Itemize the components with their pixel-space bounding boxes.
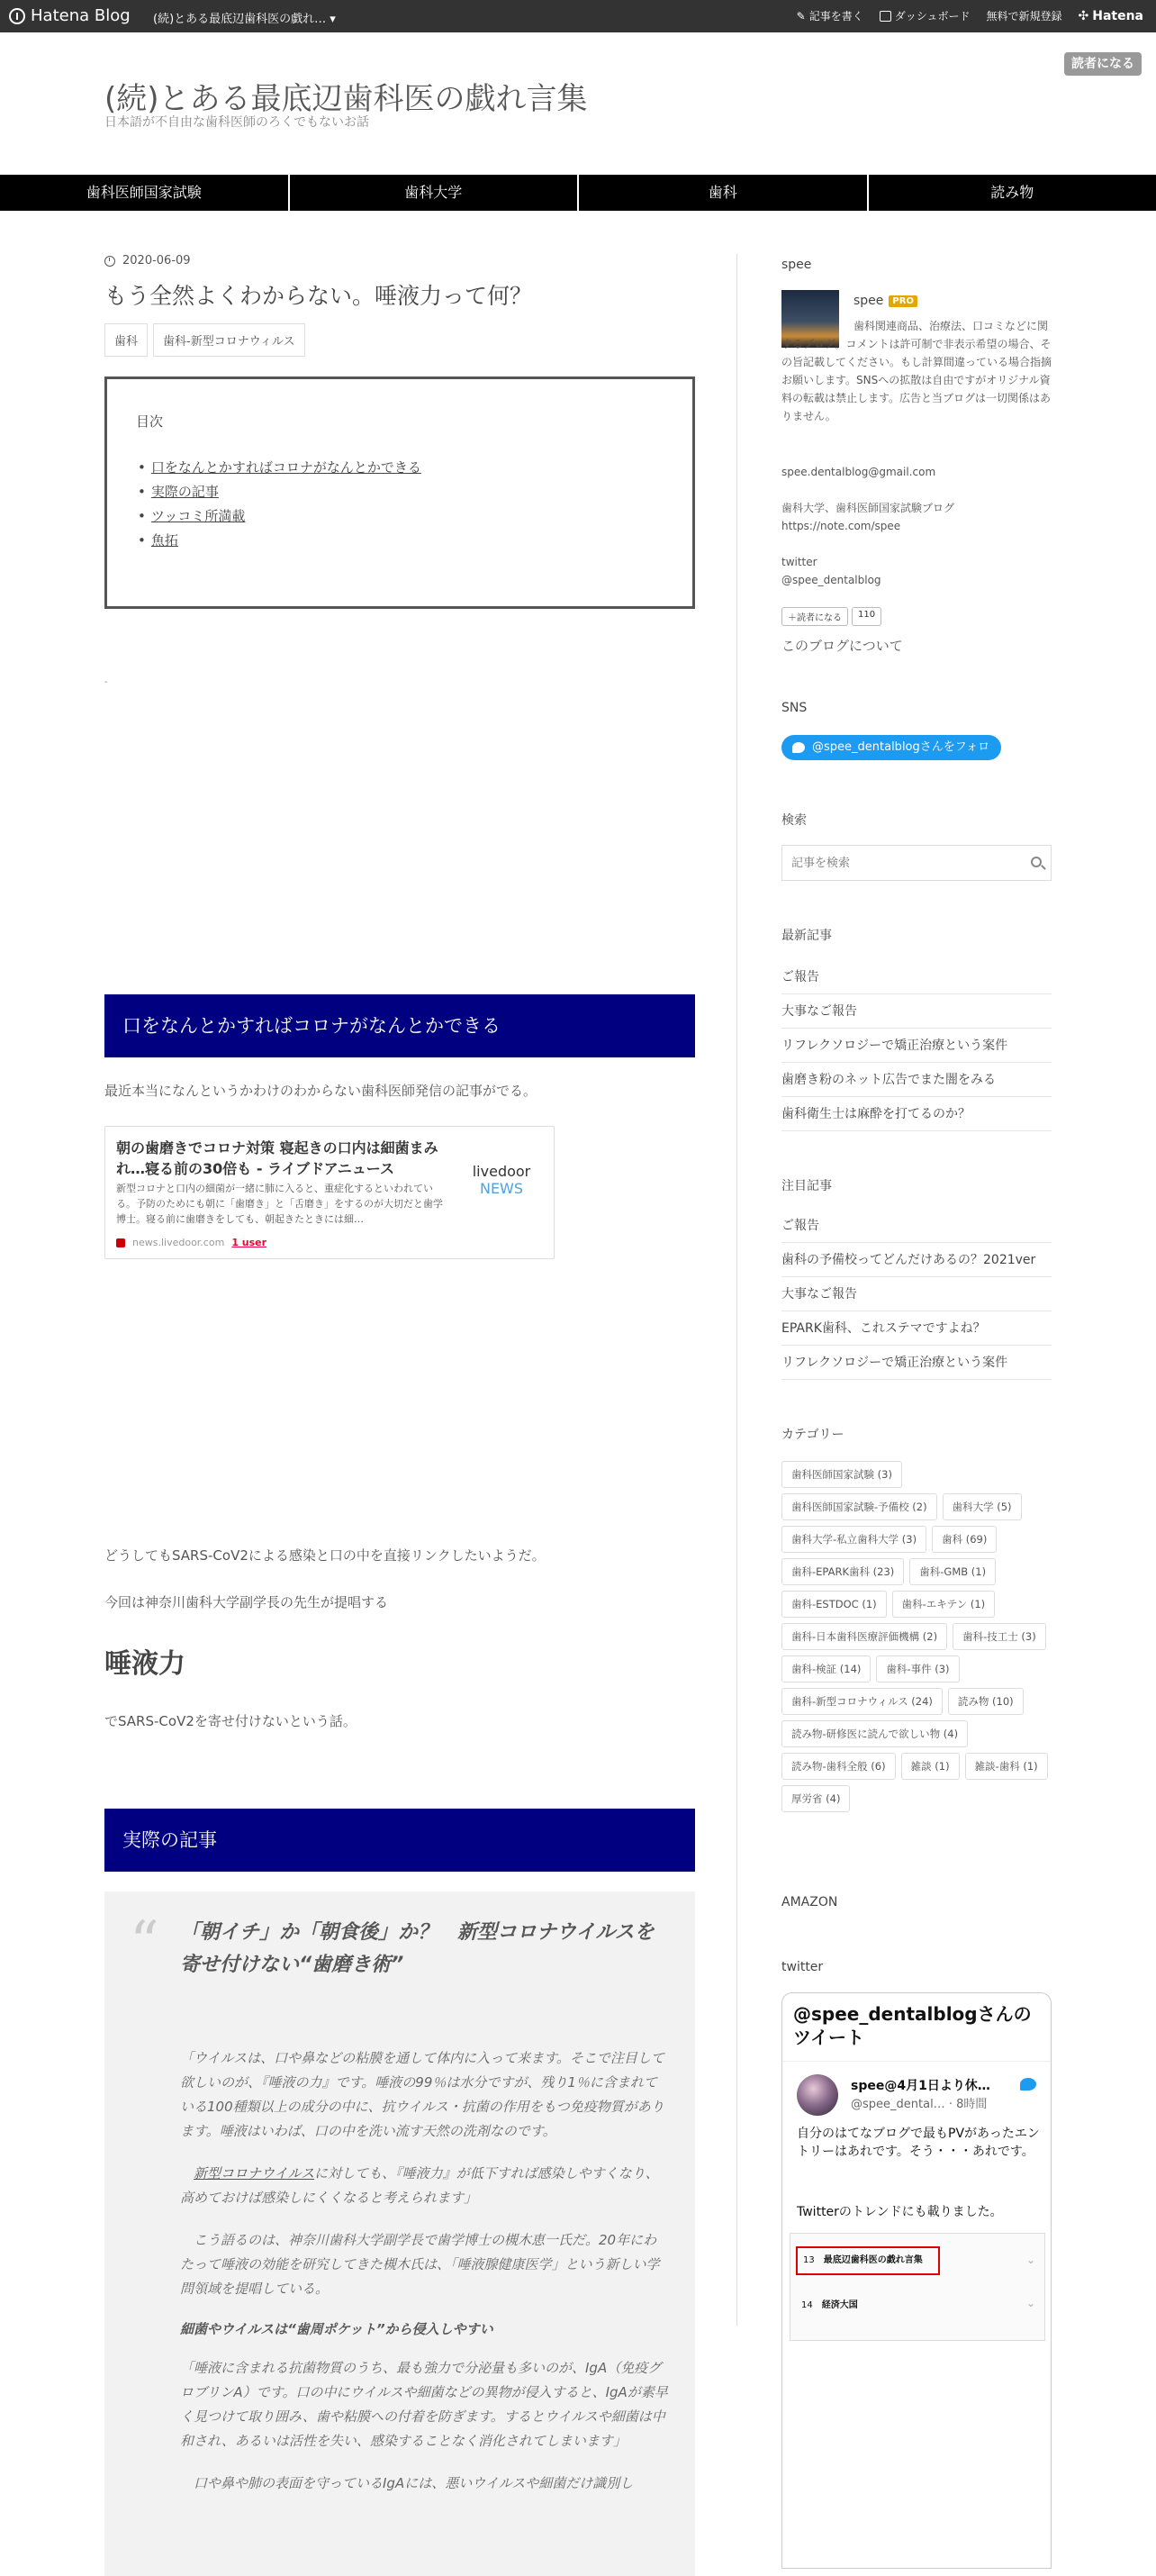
category-link[interactable]: 歯科-事件 (3) — [876, 1655, 959, 1683]
table-of-contents — [104, 376, 695, 609]
dashboard-link[interactable] — [880, 8, 971, 23]
featured-entries-list — [781, 1209, 1052, 1380]
nav-item-national-exam[interactable]: 歯科医師国家試験 — [0, 175, 288, 211]
tweet-avatar[interactable] — [797, 2074, 838, 2116]
trend-label: 最底辺歯科医の戯れ言集 — [824, 2255, 923, 2265]
paragraph: どうしてもSARS-CoV2による感染と口の中を直接リンクしたいようだ。 — [104, 1546, 546, 1565]
profile-name-text[interactable]: spee — [853, 294, 883, 308]
trend-label: 経済大国 — [822, 2300, 858, 2310]
signup-link[interactable] — [986, 8, 1061, 23]
category-link[interactable]: 歯科医師国家試験-予備校 (2) — [781, 1493, 937, 1520]
dashboard-icon — [880, 11, 891, 22]
category-link[interactable]: 歯科大学 (5) — [943, 1493, 1022, 1520]
livedoor-news-logo — [461, 1163, 542, 1197]
category-tag[interactable]: 歯科-新型コロナウィルス — [153, 323, 305, 357]
subscribe-small-button[interactable] — [781, 607, 848, 626]
hatena-bookmark-icon — [116, 1238, 125, 1247]
paragraph: 最近本当になんというかわけのわからない歯科医師発信の記事がでる。 — [104, 1081, 537, 1100]
caret-down-icon: ▾ — [330, 13, 336, 26]
subscriber-count[interactable]: 110 — [852, 607, 881, 626]
category-link[interactable]: 読み物-研修医に読んで欲しい物 (4) — [781, 1720, 968, 1747]
profile-description: 歯科関連商品、治療法、口コミなどに関するブログ。コメントは許可制で非表示希望の場合、その旨記載してください。もし計算間違っている場合指摘お願いします。SNSへの拡散は自由ですがオリジナル資料の転載は禁止します。広告と当ブログは一切関係はありません。 — [781, 317, 1052, 425]
category-list — [781, 1461, 1052, 1812]
category-link[interactable]: 歯科 (69) — [932, 1526, 997, 1553]
toc-item[interactable] — [138, 529, 664, 553]
dashboard-label: ダッシュボード — [895, 8, 971, 23]
blog-switcher[interactable] — [153, 9, 336, 26]
hatena-brand-link[interactable] — [1079, 9, 1144, 23]
tweet-user-name[interactable]: spee@4月1日より休… — [851, 2076, 990, 2094]
nav-item-reading[interactable]: 読み物 — [869, 175, 1156, 211]
link-card[interactable] — [104, 1126, 555, 1259]
featured-entry-link[interactable]: ご報告 — [781, 1209, 1052, 1243]
link-card-domain: news.livedoor.com — [132, 1237, 224, 1248]
subscribe-small-label: 読者になる — [797, 613, 842, 623]
section-heading: 実際の記事 — [104, 1809, 695, 1872]
timeline-header[interactable]: @spee_dentalblogさんのツイート — [782, 1993, 1051, 2062]
link-card-description: 新型コロナと口内の細菌が一緒に肺に入ると、重症化するといわれている。予防のためにも朝に「歯磨き」と「舌磨き」をするのが大切だと歯学博士。寝る前に歯磨きをしても、朝起きたときには細… — [116, 1181, 449, 1228]
category-link[interactable]: 歯科-GMB (1) — [909, 1558, 996, 1585]
section-heading: 口をなんとかすればコロナがなんとかできる — [104, 994, 695, 1057]
logo-line-2: NEWS — [461, 1180, 542, 1197]
write-entry-label: 記事を書く — [809, 8, 863, 23]
quote-paragraph: こう語るのは、神奈川歯科大学副学長で歯学博士の槻木恵一氏だ。20年にわたって唾液の効能を研究してきた槻木氏は、「唾液腺健康医学」という新しい学問領域を提唱している。 — [180, 2228, 670, 2301]
blog-title[interactable]: (続)とある最底辺歯科医の戯れ言集 — [104, 74, 588, 118]
toc-link[interactable]: ツッコミ所満載 — [151, 508, 246, 524]
toc-title: 目次 — [136, 412, 664, 431]
category-link[interactable]: 読み物-歯科全般 (6) — [781, 1753, 896, 1780]
search-input[interactable] — [782, 846, 1007, 880]
pencil-icon: ✎ — [797, 10, 806, 23]
profile-module-title: spee — [781, 258, 811, 272]
recent-entry-link[interactable]: 大事なご報告 — [781, 994, 1052, 1029]
tweet-image[interactable] — [790, 2233, 1045, 2341]
hatena-logo-icon — [9, 8, 25, 24]
paragraph: 今回は神奈川歯科大学副学長の先生が提唱する — [104, 1592, 388, 1611]
trend-rank: 13 — [803, 2255, 815, 2265]
featured-module-title: 注目記事 — [781, 1176, 832, 1194]
trend-row-highlighted — [796, 2246, 940, 2275]
chevron-down-icon: ⌄ — [1026, 2297, 1035, 2309]
category-link[interactable]: 読み物 (10) — [948, 1688, 1024, 1715]
quote-paragraph: 口や鼻や肺の表面を守っているIgAには、悪いウイルスや細菌だけ識別し — [180, 2472, 670, 2496]
global-nav — [0, 175, 1156, 211]
entry-title[interactable]: もう全然よくわからない。唾液力って何？ — [104, 278, 695, 311]
recent-entry-link[interactable]: 歯科衛生士は麻酔を打てるのか？ — [781, 1097, 1052, 1131]
about-blog-link[interactable]: このブログについて — [781, 636, 903, 655]
tweet-handle[interactable]: @spee_dental… · 8時間 — [851, 2094, 987, 2111]
blog-description: 日本語が不自由な歯科医師のろくでもないお話 — [104, 113, 369, 131]
amazon-module-title: AMAZON — [781, 1895, 837, 1909]
quote-mark-icon: “ — [130, 1909, 159, 1976]
trend-row — [801, 2297, 858, 2310]
category-module-title: カテゴリー — [781, 1425, 844, 1443]
category-link[interactable]: 厚労省 (4) — [781, 1785, 850, 1812]
chevron-down-icon: ⌄ — [1026, 2254, 1035, 2266]
blog-switcher-label: (続)とある最底辺歯科医の戯れ… — [153, 13, 326, 26]
hatena-brand-label: Hatena — [1092, 9, 1143, 23]
keyword-link[interactable]: 新型コロナウイルス — [194, 2165, 314, 2181]
category-link[interactable]: 雑談-歯科 (1) — [965, 1753, 1048, 1780]
trend-rank: 14 — [801, 2300, 813, 2310]
category-link[interactable]: 歯科-技工士 (3) — [953, 1623, 1046, 1650]
link-card-title[interactable]: 朝の歯磨きでコロナ対策 寝起きの口内は細菌まみれ…寝る前の30倍も - ライブドアニュース — [116, 1138, 449, 1179]
profile-twitter-label: twitter — [781, 553, 817, 571]
featured-entry-link[interactable]: EPARK歯科、これステマですよね？ — [781, 1311, 1052, 1346]
paragraph: でSARS-CoV2を寄せ付けないという話。 — [104, 1711, 357, 1730]
subscribe-button[interactable]: 読者になる — [1064, 52, 1142, 76]
profile-twitter-handle: @spee_dentalblog — [781, 571, 881, 589]
featured-entry-link[interactable]: リフレクソロジーで矯正治療という案件 — [781, 1346, 1052, 1380]
toc-item[interactable] — [138, 504, 664, 529]
search-module-title: 検索 — [781, 811, 807, 829]
toc-item[interactable] — [138, 456, 664, 480]
quote-subheading: 細菌やウイルスは“歯周ポケット”から侵入しやすい — [180, 2319, 670, 2338]
category-link[interactable]: 歯科-検証 (14) — [781, 1655, 871, 1683]
quote-paragraph — [180, 2162, 670, 2210]
subscribe-widget — [781, 607, 881, 626]
profile-note-text: 歯科大学、歯科医師国家試験ブログ — [781, 499, 954, 517]
category-link[interactable]: 歯科-日本歯科医療評価機構 (2) — [781, 1623, 947, 1650]
quote-paragraph: 「ウイルスは、口や鼻などの粘膜を通して体内に入って来ます。そこで注目して欲しいのが、『唾液の力』です。唾液の99％は水分ですが、残り1％に含まれている100種類以上の成分の中に、抗ウイルス・抗菌の作用をもつ免疫物質があります。唾液はいわば、口の中を洗い流す天然の洗剤なのです。 — [180, 2046, 670, 2144]
clock-icon — [104, 256, 115, 267]
category-link[interactable]: 歯科-ESTDOC (1) — [781, 1591, 887, 1618]
twitter-timeline[interactable] — [781, 1992, 1052, 2569]
hatena-topbar — [0, 0, 1156, 32]
plus-icon: ＋ — [788, 613, 797, 623]
signup-label: 無料で新規登録 — [986, 8, 1061, 23]
tweet-text: Twitterのトレンドにも載りました。 — [797, 2202, 1003, 2220]
recent-entry-link[interactable]: リフレクソロジーで矯正治療という案件 — [781, 1029, 1052, 1063]
sidebar-divider — [736, 254, 737, 2326]
profile-email: spee.dentalblog@gmail.com — [781, 463, 935, 481]
toc-link[interactable]: 口をなんとかすればコロナがなんとかできる — [151, 459, 421, 476]
write-entry-link[interactable] — [797, 8, 863, 23]
recent-module-title: 最新記事 — [781, 926, 832, 944]
tweet-text: 自分のはてなブログで最もPVがあったエントリーはあれです。そう・・・あれです。 — [797, 2125, 1040, 2161]
nav-item-dentistry[interactable]: 歯科 — [579, 175, 867, 211]
hatena-menu-icon: ✣ — [1079, 9, 1089, 23]
pro-badge: PRO — [889, 295, 917, 307]
twitter-bird-icon — [792, 742, 805, 753]
quote-title: 「朝イチ」か「朝食後」か？ 新型コロナウイルスを寄せ付けない“歯磨き術” — [180, 1917, 670, 1982]
entry — [104, 254, 695, 609]
entry-date-text: 2020-06-09 — [122, 254, 191, 268]
blockquote — [104, 1891, 695, 2576]
hatena-blog-logo[interactable] — [9, 6, 131, 25]
category-tag[interactable]: 歯科 — [104, 323, 148, 357]
subheading: 唾液力 — [104, 1641, 185, 1681]
twitter-follow-label: @spee_dentalblogさんをフォロー — [812, 740, 989, 779]
featured-entry-link[interactable]: 大事なご報告 — [781, 1277, 1052, 1311]
toc-item[interactable] — [138, 480, 664, 504]
logo-text: Hatena Blog — [31, 6, 131, 25]
recent-entry-link[interactable]: 歯磨き粉のネット広告でまた闇をみる — [781, 1063, 1052, 1097]
category-link[interactable]: 歯科-新型コロナウィルス (24) — [781, 1688, 943, 1715]
sns-module-title: SNS — [781, 701, 807, 715]
nav-item-dental-college[interactable]: 歯科大学 — [290, 175, 578, 211]
category-link[interactable]: 歯科-EPARK歯科 (23) — [781, 1558, 904, 1585]
featured-entry-link[interactable]: 歯科の予備校ってどんだけあるの？2021ver — [781, 1243, 1052, 1277]
recent-entry-link[interactable]: ご報告 — [781, 960, 1052, 994]
entry-categories — [104, 323, 695, 357]
profile-note-url: https://note.com/spee — [781, 517, 900, 535]
search-icon[interactable] — [1031, 857, 1042, 867]
category-link[interactable]: 歯科医師国家試験 (3) — [781, 1461, 902, 1488]
quote-text: に対しても、『唾液力』が低下すれば感染しやすくなり、高めておけば感染しにくくなると考えられます」 — [180, 2165, 659, 2206]
toc-link[interactable]: 魚拓 — [151, 532, 178, 549]
twitter-follow-button[interactable] — [781, 735, 1001, 760]
link-card-meta — [116, 1237, 266, 1248]
logo-line-1: livedoor — [461, 1163, 542, 1180]
entry-date[interactable] — [104, 254, 695, 268]
recent-entries-list — [781, 960, 1052, 1131]
profile-name[interactable] — [853, 294, 917, 308]
category-link[interactable]: 歯科-エキテン (1) — [892, 1591, 996, 1618]
twitter-bird-icon — [1020, 2078, 1036, 2091]
twitter-module-title: twitter — [781, 1960, 823, 1974]
ad-placeholder: - — [104, 677, 108, 687]
quote-paragraph: 「唾液に含まれる抗菌物質のうち、最も強力で分泌量も多いのが、IgA（免疫グロブリンA）です。口の中にウイルスや細菌などの異物が侵入すると、IgAが素早く見つけて取り囲み、歯や粘膜への付着を防ぎます。するとウイルスや細菌は中和され、あるいは活性を失い、感染することなく消化されてしまいます」 — [180, 2356, 670, 2454]
toc-link[interactable]: 実際の記事 — [151, 484, 219, 500]
category-link[interactable]: 雑談 (1) — [901, 1753, 960, 1780]
category-link[interactable]: 歯科大学-私立歯科大学 (3) — [781, 1526, 926, 1553]
bookmark-users-link[interactable]: 1 user — [231, 1237, 266, 1248]
search-box — [781, 845, 1052, 881]
